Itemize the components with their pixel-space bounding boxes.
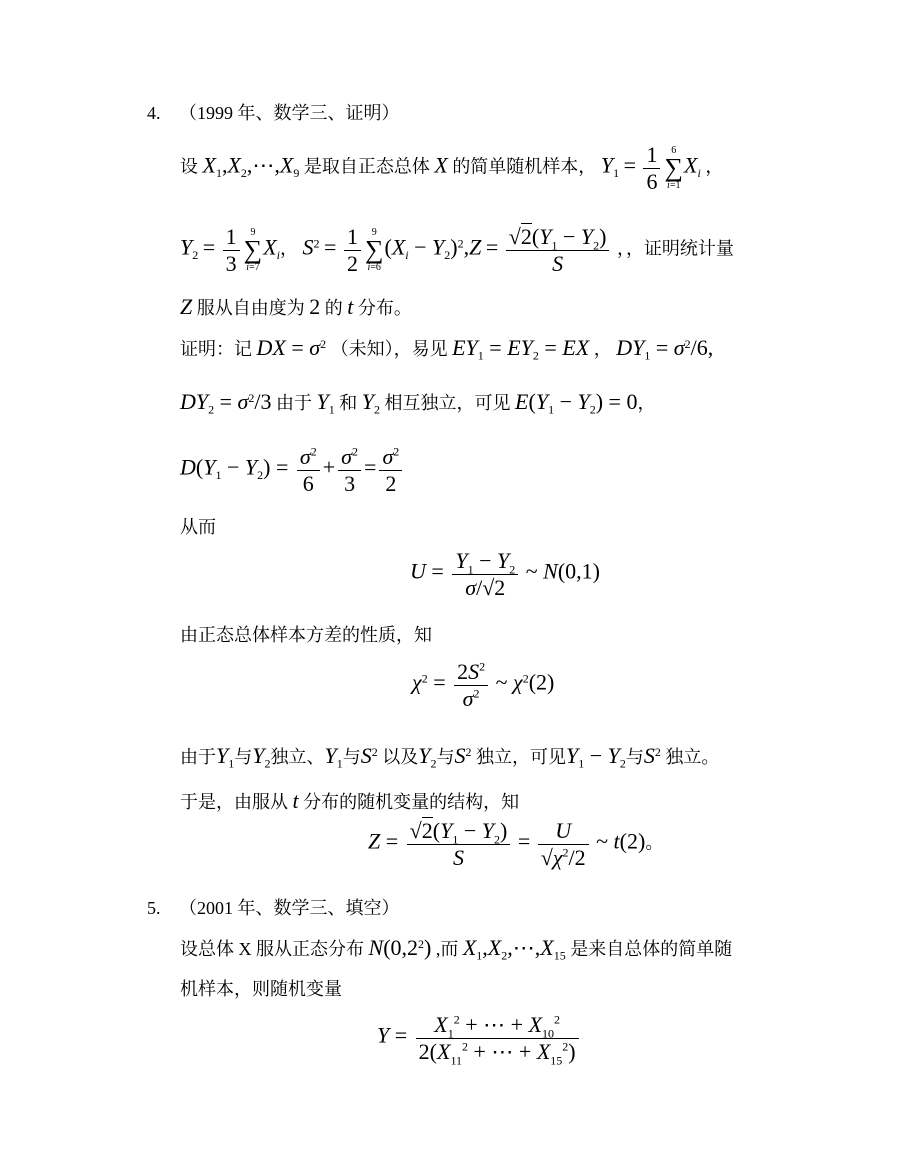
chi-square-equation: $\chi^2$ = $\frac{2S^2}{\sigma^2}$ ~ $\chi^2(2)$ — [412, 659, 555, 711]
proof-line-1: 证明：记 DX = $\sigma^2$ （未知），易见 $EY_1 = EY_2$ = EX ， $DY_1 = \sigma^2/6$, — [180, 335, 714, 363]
therefore-line: 于是，由服从 t 分布的随机变量的结构，知 — [180, 788, 520, 813]
independence-line: 由于$Y_1$与$Y_2$独立、$Y_1$与$S^2$ 以及$Y_2$与$S^2$ 独立，可见$Y_1 - Y_2$与$S^2$ 独立。 — [180, 743, 720, 771]
u-equation: U = $\frac{Y_1 - Y_2}{\sigma/√2}$ ~ N(0,1) — [410, 548, 600, 600]
problem-4-statement-line-2: $Y_2$ = $\frac{1}{3}$ 9 ∑ i=7 $X_i$， $S^2$ = $\frac{1}{2}$ 9 ∑ i=6 $(X_i - Y_2)^2,Z$ = $\frac{√2(Y_1 - Y_2)}{S}$ ，，证明统计量 — [180, 224, 734, 276]
summation: 6 ∑ i=1 — [664, 145, 684, 191]
problem-5-header: 5. （2001 年、数学三、填空） — [147, 898, 400, 918]
property-text: 由正态总体样本方差的性质，知 — [180, 625, 432, 645]
problem-4-statement-line-1: 设 $X_1,X_2,\cdots,X_9$ 是取自正态总体 X 的简单随机样本， $Y_1$ = $\frac{1}{6}$ 6 ∑ i=1 $X_i$ ， — [180, 142, 724, 194]
variance-equation: $D(Y_1 - Y_2)$ = $\frac{\sigma^2}{6}$ + $\frac{\sigma^2}{3}$ = $\frac{\sigma^2}{2}$ — [180, 446, 405, 495]
y-statistic-equation: Y = $\frac{X_1^2 + \cdots + X_{10}^2}{2(X_{11}^2 + \cdots + X_{15}^2)}$ — [377, 1014, 582, 1063]
problem-4-header: 4. （1999 年、数学三、证明） — [147, 103, 400, 123]
t-distribution-equation: Z = $\frac{√2(Y_1 - Y_2)}{S}$ = $\frac{U}{√\chi^2/2}$ ~ t(2)。 — [368, 818, 664, 870]
fraction: $\frac{1}{6}$ — [643, 144, 660, 193]
problem-4-statement-line-3: Z 服从自由度为 2 的 t 分布。 — [180, 294, 412, 319]
thus-text: 从而 — [180, 517, 216, 537]
proof-line-2: $DY_2 = \sigma^2/3$ 由于 $Y_1$ 和 $Y_2$ 相互独立，可见 $E(Y_1 - Y_2) = 0$， — [180, 389, 656, 417]
problem-5-statement-line-1: 设总体 X 服从正态分布 $N(0,2^2)$ ,而 $X_1,X_2,\cdots,X_{15}$ 是来自总体的简单随 — [180, 935, 733, 963]
problem-5-statement-line-2: 机样本，则随机变量 — [180, 979, 342, 999]
